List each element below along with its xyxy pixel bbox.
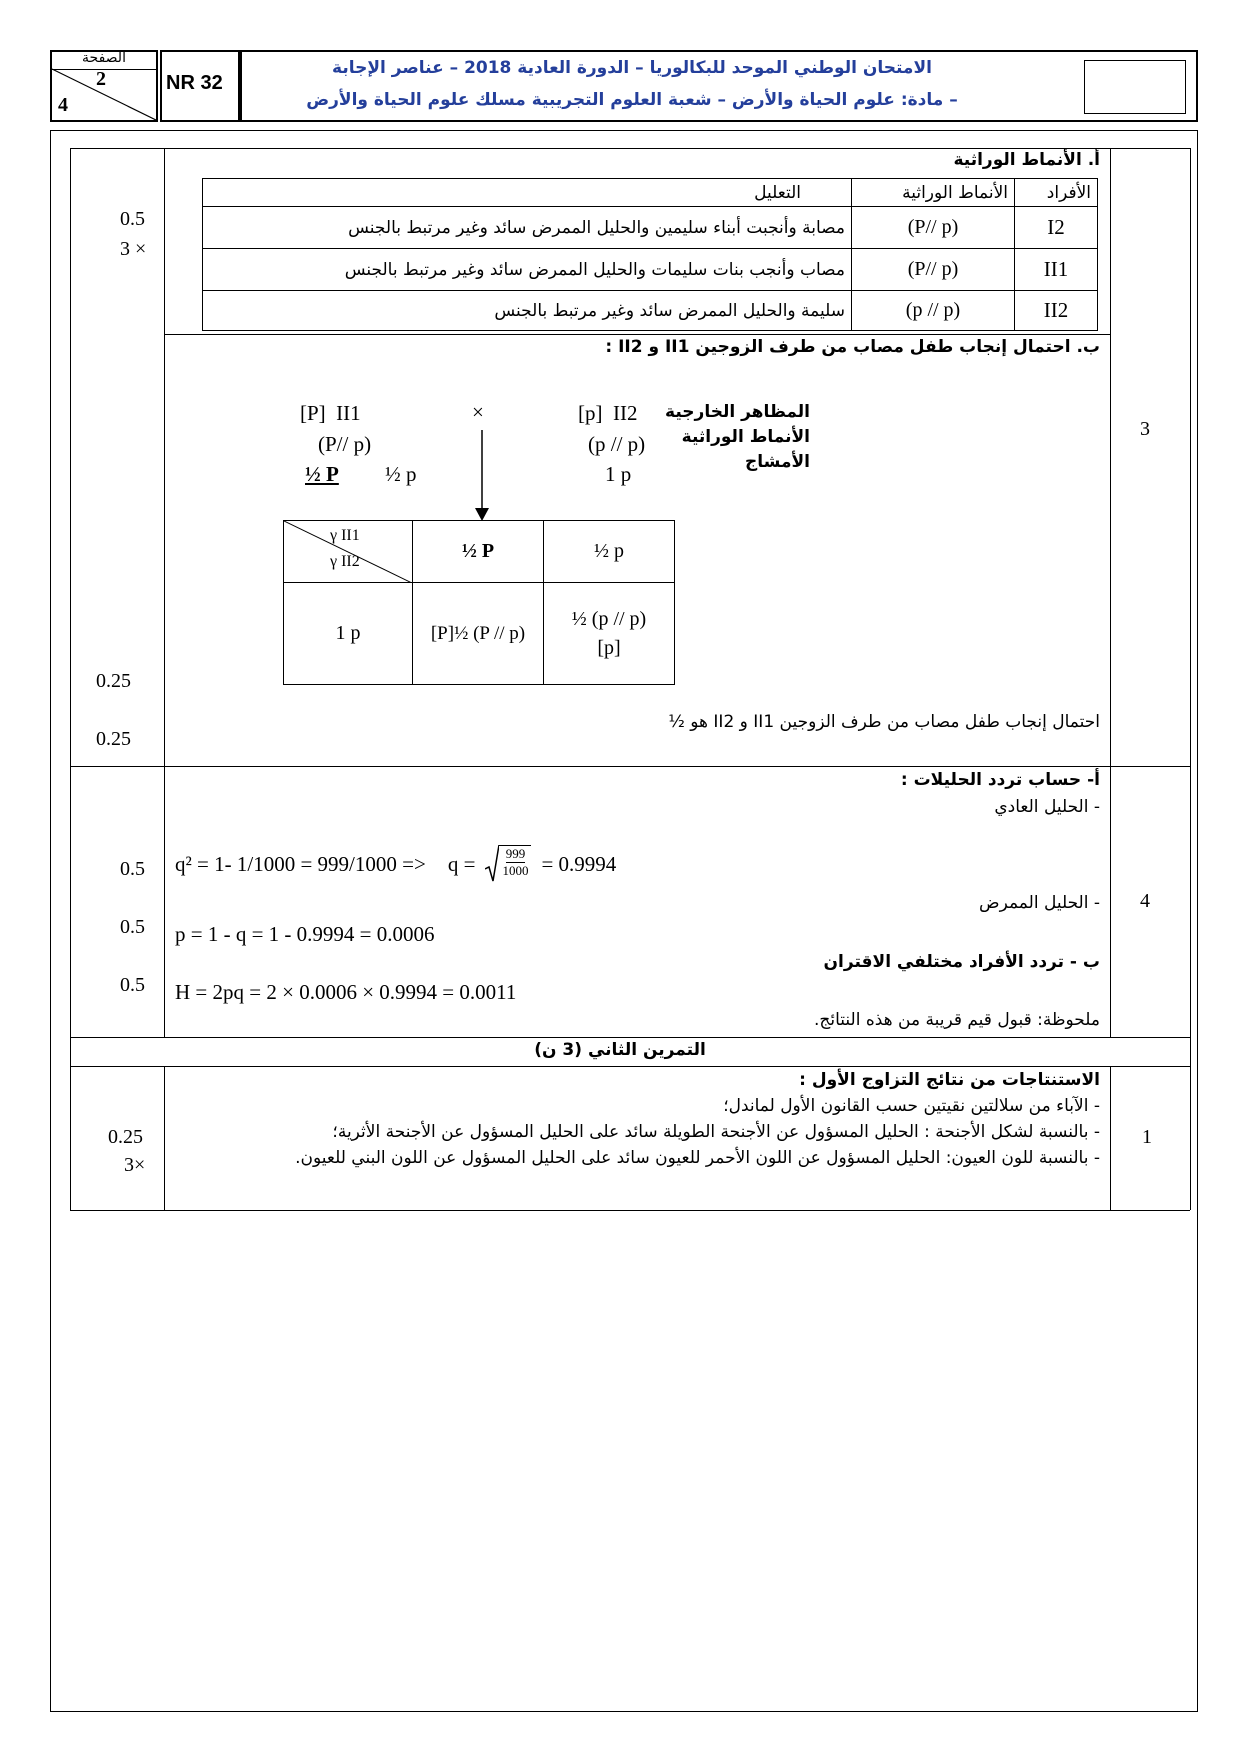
down-arrow-icon: [472, 430, 492, 522]
table-border-score: [164, 148, 165, 1037]
q4-equation-h: H = 2pq = 2 × 0.0006 × 0.9994 = 0.0011: [175, 980, 517, 1004]
exam-title-line1: الامتحان الوطني الموحد للبكالوريا – الدورة العادية 2018 – عناصر الإجابة: [332, 58, 932, 78]
q3-part-b-title: ب. احتمال إنجاب طفل مصاب من طرف الزوجين II1 و II2 :: [605, 337, 1100, 357]
sqrt-fraction: [499, 845, 531, 883]
female-gamete: 1 p: [605, 462, 632, 486]
q4-part-b-title: ب - تردد الأفراد مختلفي الاقتران: [823, 952, 1100, 972]
exam-code: NR 32: [166, 72, 223, 94]
label-phenotypes: المظاهر الخارجية: [665, 402, 810, 422]
q3-score-b1: 0.25: [96, 670, 131, 692]
exam-title-box: [240, 50, 1198, 122]
male-gamete-1: ½ P: [305, 462, 339, 486]
q3-score-a: 0.5: [120, 208, 145, 230]
q4-score-3: 0.5: [120, 974, 145, 996]
row-sep-ex2-title: [70, 1066, 1190, 1067]
q3-conclusion: احتمال إنجاب طفل مصاب من طرف الزوجين II1 و II2 هو ½: [668, 712, 1100, 732]
frac-denominator: 1000: [502, 863, 529, 878]
row3-individual: II2: [1015, 291, 1098, 331]
th-justification: التعليل: [203, 179, 852, 207]
ex2-score-mult: 3×: [124, 1154, 146, 1176]
q4-score-2: 0.5: [120, 916, 145, 938]
page-number: 2: [96, 68, 106, 90]
male-genotype: (P// p): [318, 432, 372, 456]
female-genotype: (p // p): [588, 432, 646, 456]
female-phenotype: [p] II2: [578, 401, 638, 425]
q4-eq1-left: q² = 1- 1/1000 = 999/1000 =>: [175, 851, 426, 876]
punnett-cell2-phenotype: [p]: [597, 636, 621, 659]
table-border-number: [1110, 148, 1111, 1037]
q4-normal-allele: - الحليل العادي: [994, 797, 1100, 817]
q4-disease-allele: - الحليل الممرض: [979, 893, 1100, 913]
q4-number: 4: [1140, 890, 1150, 912]
ex2-line-1: - الآباء من سلالتين نقيتين حسب القانون الأول لماندل؛: [723, 1096, 1100, 1116]
cross-symbol: ×: [472, 400, 484, 424]
row3-justification: سليمة والحليل الممرض سائد وغير مرتبط بالجنس: [203, 291, 852, 331]
ex2-line-3: - بالنسبة للون العيون: الحليل المسؤول عن اللون الأحمر للعيون سائد على الحليل المسؤول عن اللون البني للعيون.: [295, 1148, 1100, 1168]
q3-score-b2: 0.25: [96, 728, 131, 750]
row-sep-q4-ex2: [70, 1037, 1190, 1038]
q3-part-a-title: أ. الأنماط الوراثية: [953, 150, 1100, 170]
q3-number: 3: [1140, 418, 1150, 440]
punnett-col1: ½ P: [413, 521, 544, 583]
punnett-corner-bottom: γ II2: [330, 553, 360, 570]
row-sep-q3a-q3b: [164, 334, 1110, 335]
genotype-table: [202, 178, 1098, 331]
q4-eq1-result: = 0.9994: [541, 851, 617, 876]
table-border-number2: [1110, 1066, 1111, 1210]
q4-score-1: 0.5: [120, 858, 145, 880]
frac-numerator: 999: [505, 846, 526, 861]
table-bottom: [70, 1210, 1190, 1211]
page-number-box: [50, 50, 158, 122]
row2-genotype: (P// p): [852, 249, 1015, 291]
row1-genotype: (P// p): [852, 207, 1015, 249]
sqrt-symbol: [485, 845, 531, 883]
sqrt-sign-icon: [485, 845, 499, 883]
label-gametes: الأمشاج: [745, 452, 810, 472]
q3-score-a-mult: 3 ×: [120, 238, 147, 260]
punnett-corner-top: γ II1: [330, 527, 360, 544]
table-top: [70, 148, 1190, 149]
th-individuals: الأفراد: [1015, 179, 1098, 207]
ex2-score: 0.25: [108, 1126, 143, 1148]
label-genotypes: الأنماط الوراثية: [681, 427, 810, 447]
exercise2-title: التمرين الثاني (3 ن): [534, 1040, 706, 1060]
punnett-corner: [284, 521, 413, 583]
row1-individual: I2: [1015, 207, 1098, 249]
q4-equation-q: [175, 845, 616, 883]
q4-eq1-q: q =: [447, 851, 476, 876]
male-gamete-2: ½ p: [385, 462, 417, 486]
page-total: 4: [58, 94, 68, 116]
punnett-cell1: [P]½ (P // p): [413, 583, 544, 685]
punnett-cell2-genotype: ½ (p // p): [571, 607, 647, 630]
empty-grade-box: [1084, 60, 1186, 114]
ex2-q1-number: 1: [1142, 1126, 1152, 1148]
th-genotypes: الأنماط الوراثية: [852, 179, 1015, 207]
row3-genotype: (p // p): [852, 291, 1015, 331]
punnett-cell2: [544, 583, 675, 685]
q4-equation-p: p = 1 - q = 1 - 0.9994 = 0.0006: [175, 922, 435, 946]
table-border-score2: [164, 1066, 165, 1210]
punnett-col2: ½ p: [544, 521, 675, 583]
q4-part-a-title: أ- حساب تردد الحليلات :: [900, 770, 1100, 790]
exam-code-box: [160, 50, 240, 122]
page-frame: [50, 130, 1198, 1712]
male-phenotype: [P] II1: [300, 401, 361, 425]
exam-title-line2: – مادة: علوم الحياة والأرض – شعبة العلوم التجريبية مسلك علوم الحياة والأرض: [306, 90, 958, 110]
punnett-square: [283, 520, 675, 685]
punnett-row-label: 1 p: [284, 583, 413, 685]
row-sep-q3-q4: [70, 766, 1190, 767]
ex2-line-2: - بالنسبة لشكل الأجنحة : الحليل المسؤول عن الأجنحة الطويلة سائد على الحليل المسؤول عن الأجنحة الأثرية؛: [332, 1122, 1100, 1142]
page-label: الصفحة: [82, 50, 126, 66]
row1-justification: مصابة وأنجبت أبناء سليمين والحليل الممرض سائد وغير مرتبط بالجنس: [203, 207, 852, 249]
ex2-q1-title: الاستنتاجات من نتائج التزاوج الأول :: [799, 1070, 1100, 1090]
q4-note: ملحوظة: قبول قيم قريبة من هذه النتائج.: [813, 1010, 1100, 1030]
row2-justification: مصاب وأنجب بنات سليمات والحليل الممرض سائد وغير مرتبط بالجنس: [203, 249, 852, 291]
row2-individual: II1: [1015, 249, 1098, 291]
